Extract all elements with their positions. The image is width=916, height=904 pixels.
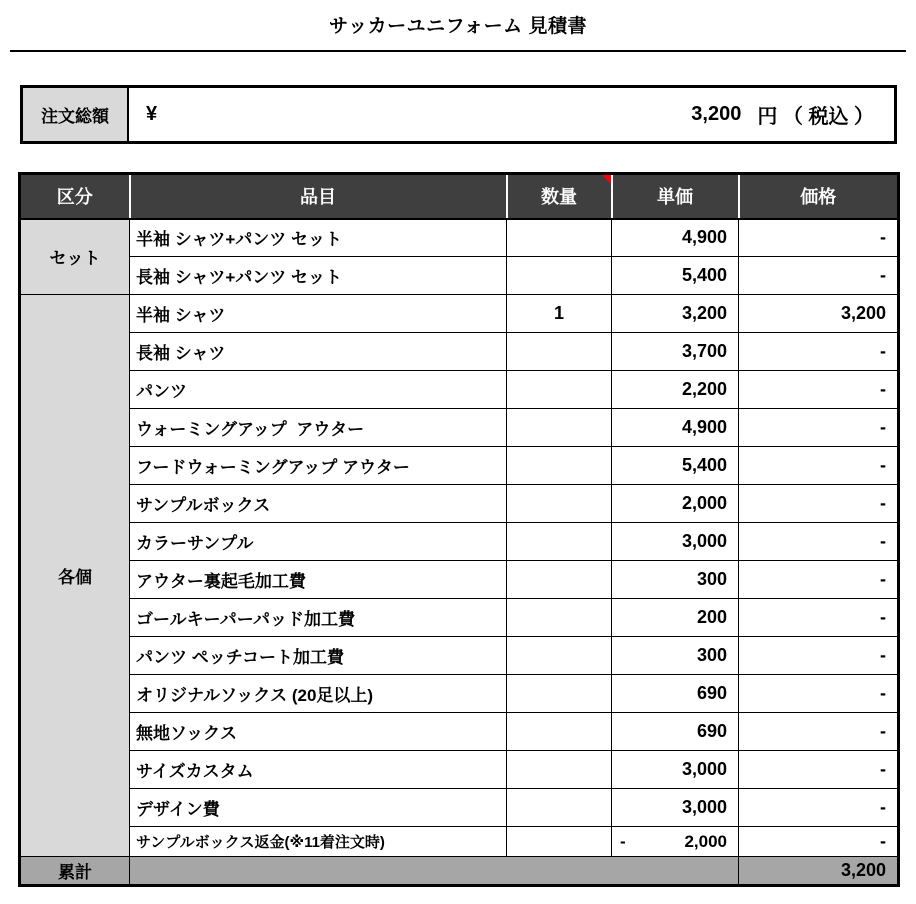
quantity-cell[interactable]	[507, 219, 612, 257]
unit-price-cell: 3,200	[612, 295, 739, 333]
quantity-cell[interactable]	[507, 257, 612, 295]
price-cell: -	[739, 219, 899, 257]
price-cell: 3,200	[739, 295, 899, 333]
quantity-cell[interactable]	[507, 675, 612, 713]
unit-price-cell: 690	[612, 713, 739, 751]
unit-price-cell: 3,700	[612, 333, 739, 371]
category-cell-set: セット	[20, 219, 130, 295]
col-header-item: 品目	[130, 174, 507, 219]
quantity-cell[interactable]	[507, 637, 612, 675]
unit-price-cell: 4,900	[612, 409, 739, 447]
table-row	[20, 751, 899, 789]
title-divider	[10, 50, 906, 52]
quantity-cell[interactable]	[507, 371, 612, 409]
price-cell: -	[739, 523, 899, 561]
price-cell: -	[739, 371, 899, 409]
item-cell: 無地ソックス	[130, 713, 507, 751]
minus-sign: -	[620, 831, 626, 851]
unit-price-cell: 690	[612, 675, 739, 713]
unit-price-cell	[612, 827, 739, 857]
table-row	[20, 409, 899, 447]
table-row	[20, 561, 899, 599]
unit-price-cell: 4,900	[612, 219, 739, 257]
table-row	[20, 599, 899, 637]
quantity-cell[interactable]	[507, 561, 612, 599]
item-cell: パンツ ペッチコート加工費	[130, 637, 507, 675]
item-cell: デザイン費	[130, 789, 507, 827]
order-total-suffix: 円 （ 税込 ）	[757, 106, 874, 128]
unit-price-cell: 3,000	[612, 789, 739, 827]
price-cell: -	[739, 637, 899, 675]
table-row	[20, 637, 899, 675]
quantity-cell[interactable]	[507, 827, 612, 857]
price-cell: -	[739, 485, 899, 523]
table-body	[20, 219, 899, 857]
item-cell: ウォーミングアップ アウター	[130, 409, 507, 447]
quantity-cell[interactable]: 1	[507, 295, 612, 333]
price-cell: -	[739, 789, 899, 827]
item-cell: フードウォーミングアップ アウター	[130, 447, 507, 485]
unit-price-cell: 5,400	[612, 447, 739, 485]
order-total-value	[129, 88, 894, 141]
price-cell: -	[739, 447, 899, 485]
grand-total-spacer	[130, 857, 739, 886]
price-cell: -	[739, 333, 899, 371]
page-title: サッカーユニフォーム 見積書	[329, 16, 587, 37]
item-cell: 長袖 シャツ+パンツ セット	[130, 257, 507, 295]
table-row	[20, 257, 899, 295]
unit-price-cell: 300	[612, 637, 739, 675]
quantity-cell[interactable]	[507, 713, 612, 751]
col-header-qty	[507, 174, 612, 219]
order-total-box	[20, 85, 897, 144]
quantity-cell[interactable]	[507, 447, 612, 485]
table-row	[20, 523, 899, 561]
unit-price-cell: 300	[612, 561, 739, 599]
item-cell: アウター裏起毛加工費	[130, 561, 507, 599]
table-row	[20, 371, 899, 409]
grand-total-value: 3,200	[739, 857, 899, 886]
col-header-qty-label: 数量	[541, 187, 577, 208]
unit-price-cell: 5,400	[612, 257, 739, 295]
category-cell-individual: 各個	[20, 295, 130, 857]
price-cell: -	[739, 561, 899, 599]
price-cell: -	[739, 713, 899, 751]
item-cell: サンプルボックス返金(※11着注文時)	[130, 827, 507, 857]
unit-price-cell: 2,000	[612, 485, 739, 523]
quantity-cell[interactable]	[507, 599, 612, 637]
table-row	[20, 713, 899, 751]
table-row	[20, 447, 899, 485]
table-row	[20, 295, 899, 333]
order-total-amount: 3,200	[691, 103, 742, 125]
unit-price-cell: 3,000	[612, 523, 739, 561]
item-cell: 半袖 シャツ	[130, 295, 507, 333]
table-row	[20, 333, 899, 371]
grand-total-row	[20, 857, 899, 886]
order-total-label: 注文総額	[23, 88, 129, 141]
comment-marker-icon	[602, 175, 611, 184]
price-cell: -	[739, 409, 899, 447]
item-cell: サイズカスタム	[130, 751, 507, 789]
col-header-unit-price: 単価	[612, 174, 739, 219]
item-cell: カラーサンプル	[130, 523, 507, 561]
item-cell: パンツ	[130, 371, 507, 409]
item-cell: ゴールキーパーパッド加工費	[130, 599, 507, 637]
price-cell: -	[739, 257, 899, 295]
item-cell: オリジナルソックス (20足以上)	[130, 675, 507, 713]
quantity-cell[interactable]	[507, 409, 612, 447]
table-row	[20, 219, 899, 257]
item-cell: サンプルボックス	[130, 485, 507, 523]
table-row	[20, 485, 899, 523]
table-row	[20, 789, 899, 827]
item-cell: 半袖 シャツ+パンツ セット	[130, 219, 507, 257]
quote-table	[18, 172, 900, 887]
currency-symbol: ¥	[146, 103, 158, 125]
col-header-price: 価格	[739, 174, 899, 219]
item-cell: 長袖 シャツ	[130, 333, 507, 371]
quantity-cell[interactable]	[507, 751, 612, 789]
unit-price-cell: 2,200	[612, 371, 739, 409]
quantity-cell[interactable]	[507, 789, 612, 827]
unit-price-cell: 3,000	[612, 751, 739, 789]
price-cell: -	[739, 827, 899, 857]
quantity-cell[interactable]	[507, 523, 612, 561]
table-row	[20, 675, 899, 713]
table-row	[20, 827, 899, 857]
grand-total-label: 累計	[20, 857, 130, 886]
price-cell: -	[739, 599, 899, 637]
quantity-cell[interactable]	[507, 333, 612, 371]
col-header-category: 区分	[20, 174, 130, 219]
unit-price-value: 2,000	[684, 831, 727, 851]
quantity-cell[interactable]	[507, 485, 612, 523]
table-header-row	[20, 174, 899, 219]
price-cell: -	[739, 751, 899, 789]
unit-price-cell: 200	[612, 599, 739, 637]
negative-unit-price	[612, 832, 727, 852]
price-cell: -	[739, 675, 899, 713]
